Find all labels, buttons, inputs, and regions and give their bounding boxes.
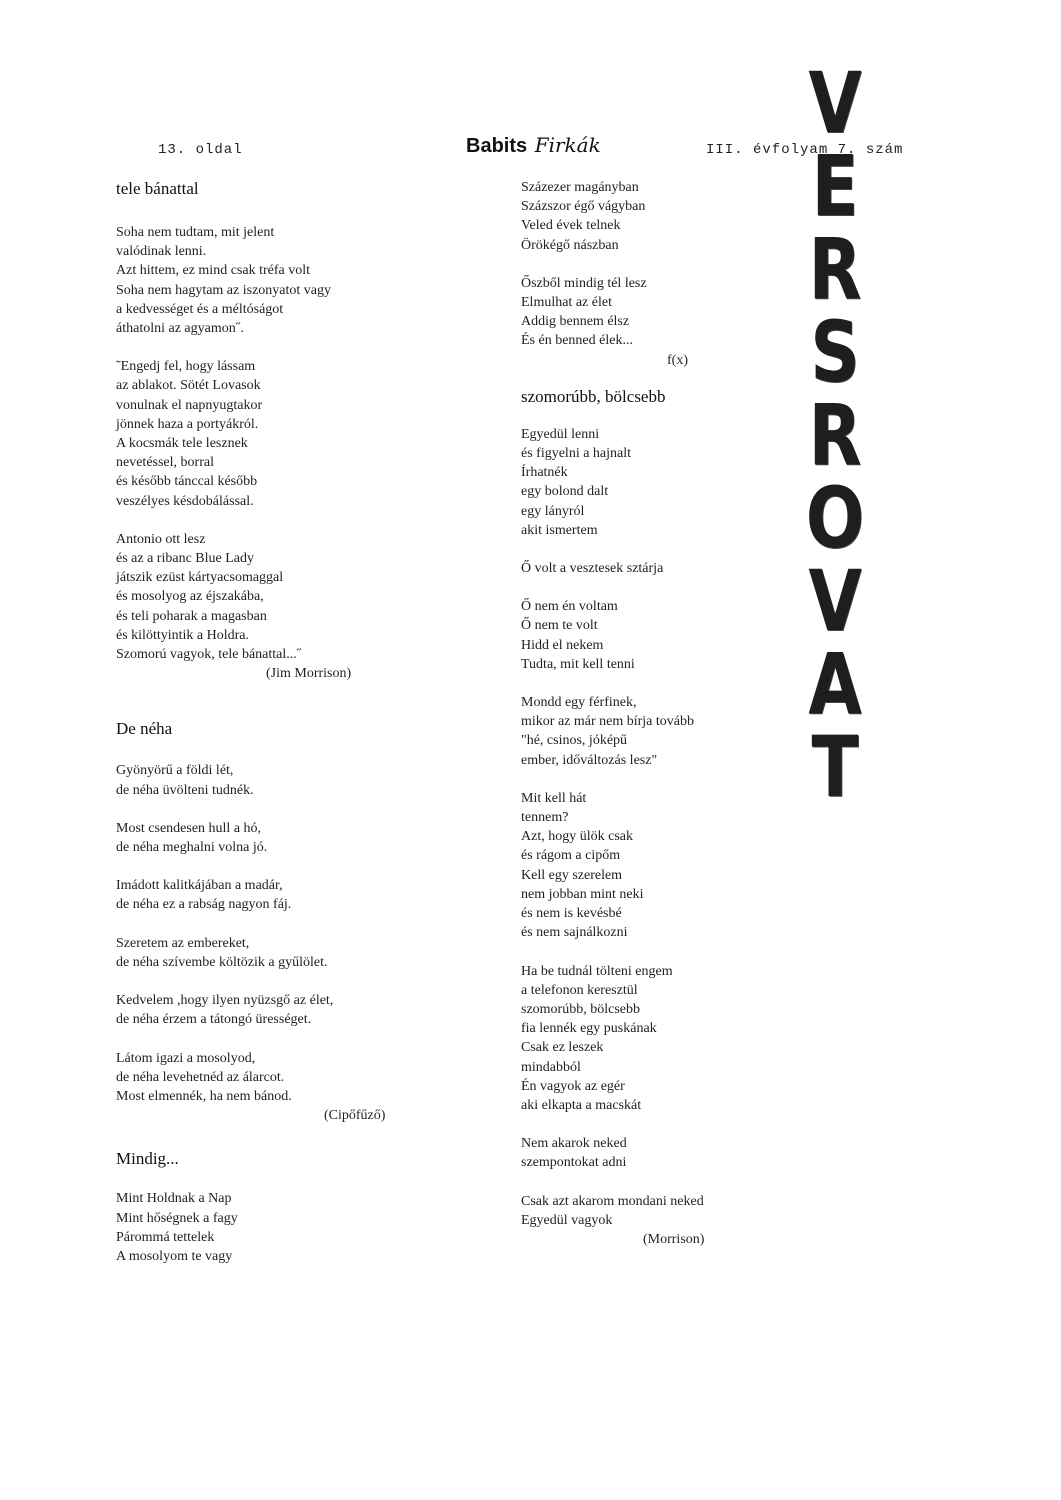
poem-line: Hidd el nekem	[521, 637, 604, 653]
poem-szomorubb-bolcsebb	[521, 386, 771, 1249]
poem-line: veszélyes késdobálással.	[116, 493, 254, 509]
publication-title-script: Firkák	[534, 133, 601, 157]
poem-line: és nem is kevésbé	[521, 906, 622, 922]
vertical-title-letter: T	[811, 718, 859, 816]
poem-line: Örökégő nászban	[521, 237, 619, 253]
vertical-title-letter: A	[808, 635, 862, 733]
poem-line: Ha be tudnál tölteni engem	[521, 963, 673, 979]
poem-line: de néha ez a rabság nagyon fáj.	[116, 897, 292, 913]
poem-line: "hé, csinos, jóképű	[521, 733, 628, 749]
poem-line: áthatolni az agyamon˝.	[116, 321, 244, 337]
poem-line: és nem sajnálkozni	[521, 925, 628, 941]
poem-line: Százezer magányban	[521, 180, 639, 195]
poem-line: nem jobban mint neki	[521, 886, 644, 902]
poem-line: de néha üvölteni tudnék.	[116, 782, 254, 798]
stanza	[521, 178, 771, 255]
poem-line: A kocsmák tele lesznek	[116, 436, 248, 452]
stanza	[521, 597, 771, 674]
poem-title: szomorúbb, bölcsebb	[521, 386, 666, 406]
poem-line: Gyönyörű a földi lét,	[116, 763, 234, 779]
poem-line: az ablakot. Sötét Lovasok	[116, 378, 261, 394]
poem-line: Kedvelem ,hogy ilyen nyüzsgő az élet,	[116, 993, 334, 1009]
poem-line: Veled évek telnek	[521, 218, 621, 234]
publication-title	[466, 133, 601, 158]
poem-line: Imádott kalitkájában a madár,	[116, 878, 283, 894]
poem-author: (Morrison)	[643, 1231, 705, 1247]
stanza	[116, 530, 476, 664]
stanza	[521, 1192, 771, 1230]
poem-line: tennem?	[521, 810, 569, 826]
poem-line: ember, időváltozás lesz"	[521, 752, 658, 768]
poem-line: Mint Holdnak a Nap	[116, 1191, 232, 1207]
poem-line: Szomorú vagyok, tele bánattal...˝	[116, 647, 302, 663]
poem-line: egy bolond dalt	[521, 484, 609, 500]
poem-line: Nem akarok neked	[521, 1136, 627, 1152]
poem-line: Mint hőségnek a fagy	[116, 1210, 238, 1226]
issue-label: III. évfolyam 7. szám	[706, 142, 904, 158]
poem-line: valódinak lenni.	[116, 244, 207, 260]
poem-line: Írhatnék	[521, 465, 568, 481]
poem-line: mindabból	[521, 1059, 581, 1075]
poem-line: Antonio ott lesz	[116, 531, 206, 547]
poem-line: Mit kell hát	[521, 790, 587, 806]
poem-line: Szeretem az embereket,	[116, 935, 250, 951]
poem-line: fia lennék egy puskának	[521, 1021, 657, 1037]
poem-line: akit ismertem	[521, 522, 598, 538]
poem-line: de néha levehetnéd az álarcot.	[116, 1069, 285, 1085]
poem-line: és később tánccal később	[116, 474, 258, 490]
poem-line: Most csendesen hull a hó,	[116, 820, 262, 836]
poem-author: (Jim Morrison)	[266, 666, 352, 682]
stanza	[116, 991, 476, 1029]
poem-de-neha	[116, 718, 476, 1125]
poem-line: Csak ez leszek	[521, 1040, 604, 1056]
stanza	[521, 1134, 771, 1172]
stanza	[116, 1189, 476, 1266]
poem-title: Mindig...	[116, 1149, 179, 1169]
vertical-title-letter: R	[808, 386, 862, 484]
poem-line: Addig bennem élsz	[521, 314, 630, 330]
versrovat-vertical-title	[790, 54, 880, 816]
stanza	[116, 357, 476, 511]
poem-line: Elmulhat az élet	[521, 295, 612, 311]
vertical-title-letter: V	[808, 552, 862, 650]
vertical-title-letter: R	[808, 220, 862, 318]
poem-author: (Cipőfűző)	[324, 1108, 386, 1124]
poem-line: a telefonon keresztül	[521, 982, 638, 998]
poem-line: aki elkapta a macskát	[521, 1097, 642, 1113]
poem-line: de néha meghalni volna jó.	[116, 840, 268, 856]
poem-line: Ő nem én voltam	[521, 599, 618, 615]
poem-line: és rágom a cipőm	[521, 848, 621, 864]
poem-title: De néha	[116, 719, 173, 739]
poem-line: És én benned élek...	[521, 333, 633, 349]
stanza	[116, 819, 476, 857]
right-column	[521, 178, 771, 1249]
poem-line: Most elmennék, ha nem bánod.	[116, 1088, 292, 1104]
stanza	[521, 962, 771, 1116]
poem-line: Látom igazi a mosolyod,	[116, 1050, 256, 1066]
poem-line: és teli poharak a magasban	[116, 608, 267, 624]
stanza	[521, 274, 771, 351]
poem-line: jönnek haza a portyákról.	[116, 416, 259, 432]
poem-line: nevetéssel, borral	[116, 455, 214, 471]
poem-line: mikor az már nem bírja tovább	[521, 714, 694, 730]
poem-mindig-continued	[521, 178, 771, 370]
poem-line: és kilöttyintik a Holdra.	[116, 627, 249, 643]
poem-line: A mosolyom te vagy	[116, 1248, 233, 1264]
vertical-title-letter: S	[810, 303, 860, 401]
poem-line: Azt hittem, ez mind csak tréfa volt	[116, 263, 310, 279]
poem-line: Én vagyok az egér	[521, 1078, 625, 1094]
poem-line: ˜Engedj fel, hogy lássam	[116, 359, 256, 375]
stanza	[116, 934, 476, 972]
left-column	[116, 178, 476, 1266]
poem-line: és mosolyog az éjszakába,	[116, 589, 264, 605]
poem-line: Soha nem hagytam az iszonyatot vagy	[116, 282, 331, 298]
poem-line: Őszből mindig tél lesz	[521, 275, 647, 291]
poem-line: vonulnak el napnyugtakor	[116, 397, 263, 413]
page-number: 13. oldal	[158, 142, 243, 158]
poem-tele-banattal	[116, 178, 476, 683]
poem-line: de néha szívembe költözik a gyűlölet.	[116, 954, 328, 970]
poem-line: Párommá tettelek	[116, 1229, 215, 1245]
poem-line: Ő nem te volt	[521, 618, 598, 634]
stanza	[521, 693, 771, 770]
publication-title-main: Babits	[466, 135, 528, 157]
vertical-title-letter: E	[811, 137, 859, 235]
poem-line: Egyedül lenni	[521, 426, 600, 442]
vertical-title-letter: V	[808, 54, 862, 152]
poem-line: Ő volt a vesztesek sztárja	[521, 561, 664, 577]
poem-line: Egyedül vagyok	[521, 1212, 613, 1228]
poem-line: játszik ezüst kártyacsomaggal	[116, 570, 284, 586]
poem-line: a kedvességet és a méltóságot	[116, 301, 284, 317]
poem-line: és figyelni a hajnalt	[521, 446, 632, 462]
poem-line: Azt, hogy ülök csak	[521, 829, 633, 845]
poem-line: és az a ribanc Blue Lady	[116, 551, 254, 567]
stanza	[116, 223, 476, 338]
poem-line: de néha érzem a tátongó ürességet.	[116, 1012, 312, 1028]
poem-line: Mondd egy férfinek,	[521, 695, 637, 711]
stanza	[116, 1049, 476, 1107]
poem-line: Kell egy szerelem	[521, 867, 623, 883]
poem-author: f(x)	[667, 352, 688, 368]
stanza	[521, 425, 771, 540]
poem-mindig	[116, 1148, 476, 1266]
vertical-title-letter: O	[805, 469, 865, 567]
poem-line: egy lányról	[521, 503, 585, 519]
poem-line: szempontokat adni	[521, 1155, 627, 1171]
poem-line: szomorúbb, bölcsebb	[521, 1001, 640, 1017]
poem-line: Csak azt akarom mondani neked	[521, 1193, 704, 1209]
poem-line: Tudta, mit kell tenni	[521, 656, 635, 672]
stanza	[116, 761, 476, 799]
poem-line: Soha nem tudtam, mit jelent	[116, 225, 275, 240]
stanza	[521, 789, 771, 943]
stanza	[521, 559, 771, 578]
stanza	[116, 876, 476, 914]
poem-title: tele bánattal	[116, 179, 199, 198]
poem-line: Százszor égő vágyban	[521, 199, 646, 215]
